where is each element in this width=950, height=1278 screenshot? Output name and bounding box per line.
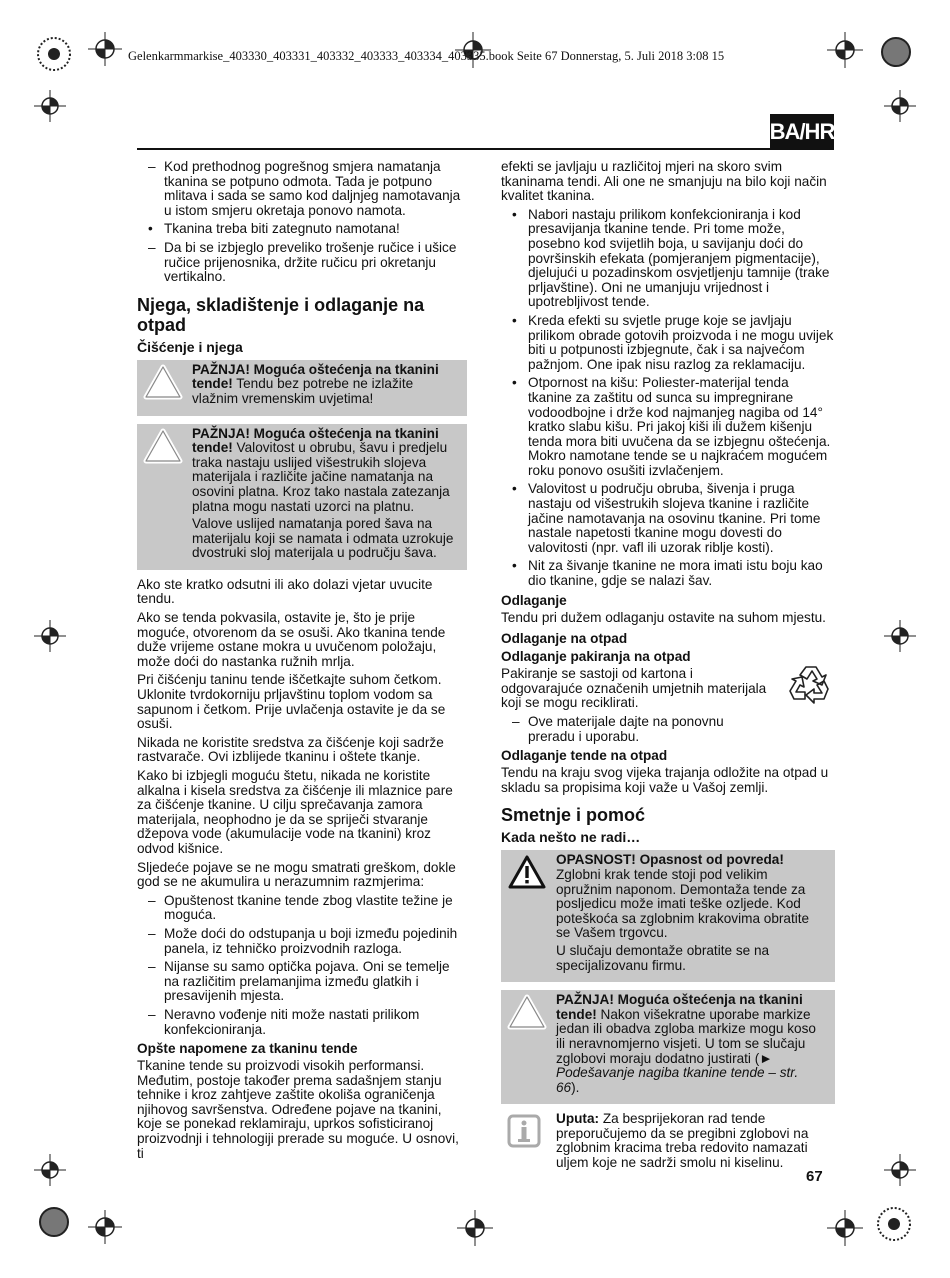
danger-text: U slučaju demontaže obratite se na specijalizovanu firmu. <box>556 942 770 973</box>
registration-mark-icon <box>88 32 122 66</box>
paragraph: Ako ste kratko odsutni ili ako dolazi vjetar uvucite tendu. <box>137 576 433 607</box>
list-item: • Nabori nastaju prilikom konfekcioniranja i kod presavijanja tkanine tende. Pri tome može, posebno kod svijetlih boja, u savijanju doći do površinskih efekata (pomjeranjem pigmentacije), djelujući u pozadinskom osvjetljenju tamnije (trake prljavštine). Oni ne umanjuju vrijednost i upotrebljivost tende. <box>501 208 835 310</box>
subheading-packaging: Odlaganje pakiranja na otpad <box>501 649 691 665</box>
danger-title: OPASNOST! Opasnost od povreda! <box>556 852 784 868</box>
paragraph: Sljedeće pojave se ne mogu smatrati greškom, dokle god se ne akumulira u nerazumnim razmjerima: <box>137 859 456 890</box>
print-file-line: Gelenkarmmarkise_403330_403331_403332_403333_403334_403335.book Seite 67 Donnerstag, 5. Juli 2018 3:08 15 <box>128 49 725 63</box>
subheading-awning-disposal: Odlaganje tende na otpad <box>501 748 668 764</box>
warning-triangle-icon <box>507 994 547 1030</box>
caution-text: ). <box>571 1079 580 1095</box>
subheading-disposal: Odlaganje na otpad <box>501 631 628 647</box>
subheading-cleaning: Čišćenje i njega <box>137 338 243 355</box>
cross-reference: ► Podešavanje nagiba tkanine tende – str. 66 <box>556 1050 799 1095</box>
registration-mark-icon <box>876 1206 912 1242</box>
list-item: – Nijanse su samo optička pojava. Oni se temelje na različitim prelamanjima između glatkih i presavijenih mjesta. <box>137 960 467 1004</box>
subheading-general: Opšte napomene za tkaninu tende <box>137 1041 358 1057</box>
list-item: – Može doći do odstupanja u boji između pojedinih panela, iz tehničko proizvodnih razloga. <box>137 927 467 956</box>
info-icon <box>507 1114 541 1148</box>
paragraph: Ako se tenda pokvasila, ostavite je, što je prije moguće, otvorenom da se osuši. Ako tkanina tende duže vrijeme ostane mokra u uvučenom položaju, može doći do nastanka ružnih mrlja. <box>137 610 446 669</box>
list-item: – Neravno vođenje niti može nastati prilikom konfekcioniranja. <box>137 1008 467 1037</box>
danger-box <box>501 850 835 982</box>
list-item: • Valovitost u području obruba, šivenja i pruga nastaju od višestrukih slojeva tkanine i različite jačine namotavanja na osovinu tkanine. Pri tome nastale napetosti tkanine mogu dovesti do valovitosti (npr. vafl ili uzorak riblje kosti). <box>501 482 835 555</box>
danger-text: Zglobni krak tende stoji pod velikim opružnim naponom. Demontaža tende za posljedicu može imati teške ozljede. Kod poteškoća sa zglobnim krakovima obratite se Vašem trgovcu. <box>556 866 810 941</box>
registration-mark-icon <box>34 90 66 122</box>
caution-title: PAŽNJA! Moguća oštećenja na tkanini tende! <box>192 361 439 392</box>
registration-mark-icon <box>827 32 863 68</box>
registration-mark-icon <box>36 36 72 72</box>
page-number: 67 <box>806 1168 823 1185</box>
caution-box <box>501 990 835 1104</box>
tip-title: Uputa: <box>556 1111 600 1127</box>
list-item: • Kreda efekti su svjetle pruge koje se javljaju prilikom obrade gotovih proizvoda i ne mogu uvijek biti u potpunosti izbjegnute, čak i sa najvećom pažnjom. One ipak nisu razlog za reklamaciju. <box>501 314 835 372</box>
paragraph: Nikada ne koristite sredstva za čišćenje koji sadrže rastvarače. Ovi izblijede tkaninu i oštete tkanje. <box>137 734 444 765</box>
warning-triangle-icon <box>143 364 183 400</box>
registration-mark-icon <box>884 1154 916 1186</box>
warning-triangle-icon <box>143 428 183 464</box>
registration-mark-icon <box>88 1210 122 1244</box>
list-item: • Tkanina treba biti zategnuto namotana! <box>137 222 467 237</box>
list-item: – Da bi se izbjeglo preveliko trošenje ručice i ušice ručice prijenosnika, držite ručicu pri okretanju vertikalno. <box>137 241 467 285</box>
list-item: – Opuštenost tkanine tende zbog vlastite težine je moguća. <box>137 894 467 923</box>
tip-text: Za besprijekoran rad tende preporučujemo da se pregibni zglobovi na zglobnim kracima treba redovito namazati uljem koje ne sadrži smolu ni kiselinu. <box>556 1111 809 1171</box>
caution-text: Valovitost u obrubu, šavu i predjelu traka nastaju uslijed višestrukih slojeva materijala i različite jačine namatanja na osovini platna. Kroz tako nastala zatezanja platna mogu nastati uzorci na platnu. <box>192 440 450 514</box>
caution-title: PAŽNJA! Moguća oštećenja na tkanini tende! <box>192 425 439 456</box>
registration-mark-icon <box>34 620 66 652</box>
recycle-icon <box>786 661 836 711</box>
header-rule <box>137 148 834 150</box>
caution-title: PAŽNJA! Moguća oštećenja na tkanini tende! <box>556 992 803 1022</box>
caution-box <box>137 360 467 416</box>
registration-mark-icon <box>38 1206 70 1238</box>
tip-box <box>501 1112 835 1170</box>
caution-text: Valove uslijed namatanja pored šava na materijalu koji se namata i odmata uzrokuje dvostruki sloj materijala u području šava. <box>192 516 454 561</box>
list-item: – Ove materijale dajte na ponovnu preradu i uporabu. <box>501 715 773 744</box>
paragraph: Tendu na kraju svog vijeka trajanja odložite na otpad u skladu sa propisima koji važe u Vašoj zemlji. <box>501 765 829 795</box>
paragraph: Tkanine tende su proizvodi visokih performansi. Međutim, postoje također prema sadašnjem stanju tehnike i kroz zahtjeve zaštite okoliša ograničenja njihovog savršenstva. Određene pojave na tkanini, koje se ponekad reklamiraju, uprkos sofisticiranoj proizvodnji i tehnologiji prerade su moguće. U osnovi, ti <box>137 1058 459 1161</box>
registration-mark-icon <box>457 1210 493 1246</box>
registration-mark-icon <box>884 90 916 122</box>
registration-mark-icon <box>880 36 912 68</box>
registration-mark-icon <box>827 1210 863 1246</box>
caution-box <box>137 424 467 570</box>
paragraph: Kako bi izbjegli moguću štetu, nikada ne koristite alkalna i kisela sredstva za čišćenje ili mlaznice pare za čišćenje tkanine. U cilju sprečavanja zamora materijala, neophodno je da se spriječi stvaranje džepova vode (akumulacije vode na tkanini) kroz odvod kišnice. <box>137 768 453 856</box>
registration-mark-icon <box>884 620 916 652</box>
list-item: • Nit za šivanje tkanine ne mora imati istu boju kao dio tkanine, gdje se nalazi šav. <box>501 559 835 588</box>
paragraph: Pakiranje se sastoji od kartona i odgovarajuće označenih umjetnih materijala koji se mogu reciklirati. <box>501 666 767 711</box>
caution-text: Nakon višekratne uporabe markize jedan ili obadva zgloba markize mogu koso ili neravnomjerno visjeti. U tom se slučaju zglobovi moraju dodatno justirati ( <box>556 1006 816 1066</box>
subheading-storage: Odlaganje <box>501 592 567 608</box>
language-tab: BA/HR <box>770 114 834 150</box>
list-item: • Otpornost na kišu: Poliester-materijal tenda tkanine za zaštitu od sunca su impregnirane vodoodbojne i drže kod najmanjeg nagiba od 14° kratko slabu kišu. Pri jakoj kiši ili dužem kišenju tenda mora biti uvučena da se izbjegnu oštećenja. Mokro namotane tende se u najkraćem mogućem roku ponovo osušiti izvlačenjem. <box>501 376 835 478</box>
danger-triangle-icon <box>507 854 547 890</box>
section-heading-care: Njega, skladištenje i odlaganje na otpad <box>137 294 425 335</box>
registration-mark-icon <box>34 1154 66 1186</box>
section-heading-troubleshooting: Smetnje i pomoć <box>501 805 646 826</box>
left-column <box>137 160 467 1165</box>
paragraph: Tendu pri dužem odlaganju ostavite na suhom mjestu. <box>501 609 826 625</box>
paragraph: efekti se javljaju u različitoj mjeri na skoro svim tkaninama tendi. Ali one ne smanjuju na bilo koji način kvalitet tkanina. <box>501 159 827 204</box>
caution-text: Tendu bez potrebe ne izlažite vlažnim vremenskim uvjetima! <box>192 376 414 406</box>
list-item: – Kod prethodnog pogrešnog smjera namatanja tkanina se potpuno odmota. Tada je potpuno mlitava i sada se samo kod daljnjeg namotavanja u istom smjeru okretaja ponovo namota. <box>137 160 467 218</box>
right-column <box>501 160 835 1175</box>
subheading-not-working: Kada nešto ne radi… <box>501 829 641 846</box>
paragraph: Pri čišćenju taninu tende iščetkajte suhom četkom. Uklonite tvrdokorniju prljavštinu toplom vodom sa sapunom i četkom. Prije uvlačenja ostavite je da se osuši. <box>137 672 446 732</box>
